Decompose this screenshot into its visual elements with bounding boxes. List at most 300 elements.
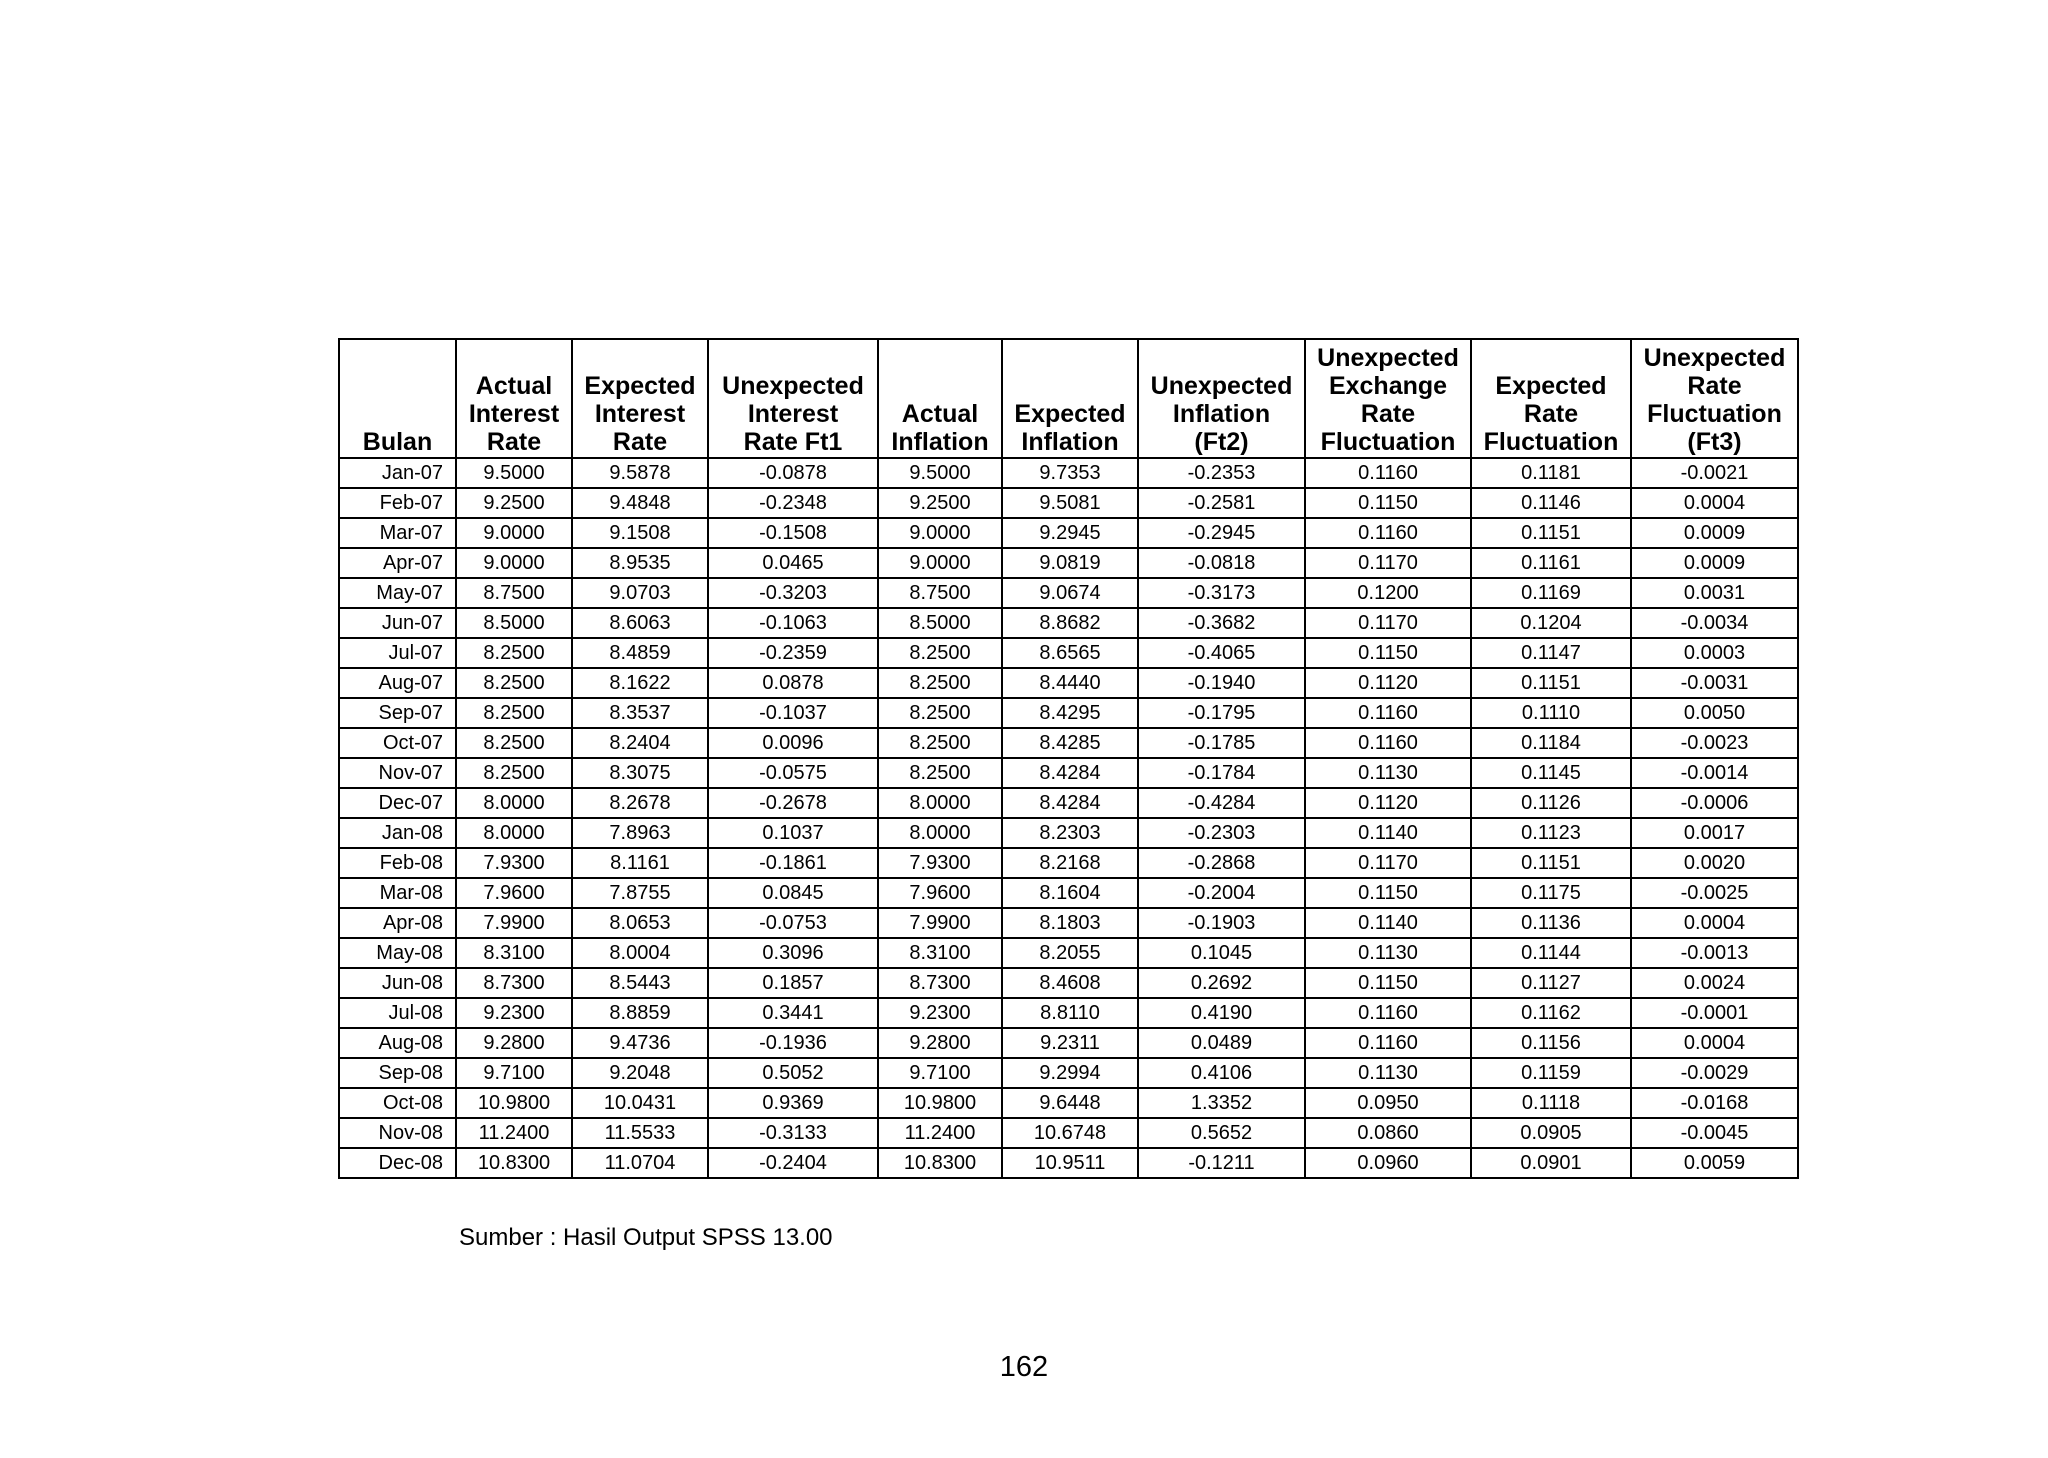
column-header (1631, 339, 1798, 458)
value-cell: 0.0905 (1471, 1118, 1631, 1148)
source-note: Sumber : Hasil Output SPSS 13.00 (459, 1224, 833, 1251)
value-cell: -0.2348 (708, 488, 878, 518)
value-cell: 0.0020 (1631, 848, 1798, 878)
value-cell: -0.1940 (1138, 668, 1305, 698)
value-cell: 0.1150 (1305, 488, 1471, 518)
table-row (339, 518, 1798, 548)
table-row (339, 1118, 1798, 1148)
value-cell: 0.1159 (1471, 1058, 1631, 1088)
table-row (339, 848, 1798, 878)
value-cell: 10.8300 (456, 1148, 572, 1178)
table-row (339, 638, 1798, 668)
value-cell: 0.1200 (1305, 578, 1471, 608)
value-cell: 8.4859 (572, 638, 708, 668)
value-cell: -0.4284 (1138, 788, 1305, 818)
value-cell: 8.2500 (878, 638, 1002, 668)
month-cell: Jun-07 (339, 608, 456, 638)
value-cell: -0.1063 (708, 608, 878, 638)
column-header-line: (Ft3) (1687, 428, 1742, 456)
value-cell: 8.2055 (1002, 938, 1138, 968)
value-cell: 10.9800 (878, 1088, 1002, 1118)
value-cell: 0.0024 (1631, 968, 1798, 998)
value-cell: -0.0045 (1631, 1118, 1798, 1148)
data-table (338, 338, 1799, 1179)
value-cell: 9.2300 (878, 998, 1002, 1028)
value-cell: 8.7500 (456, 578, 572, 608)
value-cell: -0.4065 (1138, 638, 1305, 668)
table-row (339, 698, 1798, 728)
value-cell: 9.7100 (456, 1058, 572, 1088)
value-cell: 8.0653 (572, 908, 708, 938)
value-cell: -0.2945 (1138, 518, 1305, 548)
value-cell: 0.1151 (1471, 518, 1631, 548)
value-cell: 0.1120 (1305, 788, 1471, 818)
month-cell: Apr-07 (339, 548, 456, 578)
column-header-line: Inflation (891, 428, 989, 456)
value-cell: 0.0031 (1631, 578, 1798, 608)
value-cell: 9.6448 (1002, 1088, 1138, 1118)
value-cell: 0.1204 (1471, 608, 1631, 638)
value-cell: 11.2400 (878, 1118, 1002, 1148)
value-cell: 7.9900 (456, 908, 572, 938)
value-cell: 8.6565 (1002, 638, 1138, 668)
value-cell: 0.1160 (1305, 728, 1471, 758)
column-header-line: Exchange (1328, 372, 1448, 400)
value-cell: -0.0029 (1631, 1058, 1798, 1088)
value-cell: 9.0674 (1002, 578, 1138, 608)
value-cell: 0.1161 (1471, 548, 1631, 578)
value-cell: -0.1903 (1138, 908, 1305, 938)
month-cell: Feb-08 (339, 848, 456, 878)
table-row (339, 728, 1798, 758)
value-cell: -0.1211 (1138, 1148, 1305, 1178)
value-cell: 0.1160 (1305, 458, 1471, 488)
month-cell: Oct-08 (339, 1088, 456, 1118)
value-cell: 0.0004 (1631, 488, 1798, 518)
value-cell: 7.9600 (878, 878, 1002, 908)
value-cell: 9.2300 (456, 998, 572, 1028)
column-header-line: Inflation (1172, 400, 1271, 428)
column-header (456, 339, 572, 458)
value-cell: -0.2868 (1138, 848, 1305, 878)
value-cell: 1.3352 (1138, 1088, 1305, 1118)
value-cell: 9.0819 (1002, 548, 1138, 578)
value-cell: 9.0000 (456, 548, 572, 578)
value-cell: 8.0000 (878, 818, 1002, 848)
value-cell: 8.3100 (878, 938, 1002, 968)
value-cell: 8.0000 (456, 788, 572, 818)
column-header-line: Rate Ft1 (743, 428, 843, 456)
value-cell: 9.0000 (456, 518, 572, 548)
value-cell: 10.9800 (456, 1088, 572, 1118)
column-header-line: Rate (1523, 400, 1579, 428)
value-cell: 9.2994 (1002, 1058, 1138, 1088)
value-cell: 0.1857 (708, 968, 878, 998)
value-cell: 8.1622 (572, 668, 708, 698)
value-cell: 8.4440 (1002, 668, 1138, 698)
month-cell: Apr-08 (339, 908, 456, 938)
column-header-line: Interest (747, 400, 839, 428)
column-header-line: Bulan (362, 428, 433, 456)
value-cell: 0.1130 (1305, 938, 1471, 968)
value-cell: 0.1151 (1471, 848, 1631, 878)
value-cell: -0.0575 (708, 758, 878, 788)
value-cell: 9.2311 (1002, 1028, 1138, 1058)
value-cell: 11.2400 (456, 1118, 572, 1148)
month-cell: Aug-08 (339, 1028, 456, 1058)
value-cell: 8.3075 (572, 758, 708, 788)
column-header-line: Actual (901, 400, 979, 428)
value-cell: 7.9300 (878, 848, 1002, 878)
table-header (339, 339, 1798, 458)
value-cell: -0.1785 (1138, 728, 1305, 758)
month-cell: Dec-08 (339, 1148, 456, 1178)
value-cell: 0.5652 (1138, 1118, 1305, 1148)
table-row (339, 548, 1798, 578)
value-cell: -0.0013 (1631, 938, 1798, 968)
value-cell: 0.3441 (708, 998, 878, 1028)
value-cell: 0.1156 (1471, 1028, 1631, 1058)
value-cell: 10.0431 (572, 1088, 708, 1118)
value-cell: 8.0004 (572, 938, 708, 968)
table-row (339, 1028, 1798, 1058)
value-cell: 9.2500 (456, 488, 572, 518)
column-header-line: Rate (612, 428, 668, 456)
month-cell: May-07 (339, 578, 456, 608)
value-cell: 8.4295 (1002, 698, 1138, 728)
value-cell: 0.0845 (708, 878, 878, 908)
value-cell: -0.2678 (708, 788, 878, 818)
column-header-line: Unexpected (1317, 344, 1459, 372)
value-cell: 8.2168 (1002, 848, 1138, 878)
value-cell: -0.3203 (708, 578, 878, 608)
value-cell: -0.1936 (708, 1028, 878, 1058)
value-cell: 0.1169 (1471, 578, 1631, 608)
value-cell: 8.4284 (1002, 788, 1138, 818)
value-cell: 9.0000 (878, 518, 1002, 548)
value-cell: -0.1508 (708, 518, 878, 548)
month-cell: Mar-08 (339, 878, 456, 908)
value-cell: 11.0704 (572, 1148, 708, 1178)
value-cell: 0.0004 (1631, 1028, 1798, 1058)
value-cell: 0.1170 (1305, 848, 1471, 878)
value-cell: 0.1127 (1471, 968, 1631, 998)
value-cell: 7.9600 (456, 878, 572, 908)
table-row (339, 458, 1798, 488)
value-cell: 9.4848 (572, 488, 708, 518)
value-cell: 8.2500 (456, 698, 572, 728)
month-cell: Jun-08 (339, 968, 456, 998)
value-cell: 0.1146 (1471, 488, 1631, 518)
column-header-line: Expected (1014, 400, 1126, 428)
table-row (339, 788, 1798, 818)
value-cell: 0.1037 (708, 818, 878, 848)
column-header-line: Fluctuation (1320, 428, 1456, 456)
value-cell: 0.0017 (1631, 818, 1798, 848)
value-cell: 0.0003 (1631, 638, 1798, 668)
month-cell: Jan-07 (339, 458, 456, 488)
value-cell: 9.5000 (456, 458, 572, 488)
value-cell: 0.1170 (1305, 608, 1471, 638)
value-cell: -0.0025 (1631, 878, 1798, 908)
value-cell: 0.1160 (1305, 518, 1471, 548)
value-cell: 8.2678 (572, 788, 708, 818)
month-cell: Sep-07 (339, 698, 456, 728)
value-cell: -0.2004 (1138, 878, 1305, 908)
value-cell: -0.0168 (1631, 1088, 1798, 1118)
value-cell: 0.1181 (1471, 458, 1631, 488)
value-cell: 0.1162 (1471, 998, 1631, 1028)
value-cell: 9.2800 (456, 1028, 572, 1058)
value-cell: 8.7300 (456, 968, 572, 998)
value-cell: 9.0000 (878, 548, 1002, 578)
value-cell: 8.2404 (572, 728, 708, 758)
value-cell: 0.0960 (1305, 1148, 1471, 1178)
value-cell: 8.5443 (572, 968, 708, 998)
value-cell: -0.2353 (1138, 458, 1305, 488)
value-cell: 8.5000 (878, 608, 1002, 638)
value-cell: 8.5000 (456, 608, 572, 638)
month-cell: Jul-07 (339, 638, 456, 668)
value-cell: -0.0753 (708, 908, 878, 938)
value-cell: 8.6063 (572, 608, 708, 638)
value-cell: 0.0465 (708, 548, 878, 578)
table-row (339, 818, 1798, 848)
value-cell: 8.8682 (1002, 608, 1138, 638)
value-cell: 0.1110 (1471, 698, 1631, 728)
month-cell: May-08 (339, 938, 456, 968)
value-cell: 10.8300 (878, 1148, 1002, 1178)
value-cell: 0.1145 (1471, 758, 1631, 788)
value-cell: -0.3173 (1138, 578, 1305, 608)
header-row (339, 339, 1798, 458)
value-cell: 8.2500 (878, 698, 1002, 728)
value-cell: 9.7100 (878, 1058, 1002, 1088)
column-header-line: (Ft2) (1194, 428, 1249, 456)
value-cell: 9.7353 (1002, 458, 1138, 488)
value-cell: 8.1161 (572, 848, 708, 878)
table-row (339, 758, 1798, 788)
column-header (1002, 339, 1138, 458)
column-header-line: Rate (486, 428, 542, 456)
value-cell: 0.1150 (1305, 878, 1471, 908)
value-cell: -0.0878 (708, 458, 878, 488)
value-cell: -0.0023 (1631, 728, 1798, 758)
value-cell: 11.5533 (572, 1118, 708, 1148)
page-number: 162 (999, 1351, 1049, 1383)
table-row (339, 1088, 1798, 1118)
value-cell: 8.2500 (878, 668, 1002, 698)
value-cell: 9.2500 (878, 488, 1002, 518)
month-cell: Sep-08 (339, 1058, 456, 1088)
column-header-line: Rate (1360, 400, 1416, 428)
value-cell: 10.6748 (1002, 1118, 1138, 1148)
value-cell: 8.8859 (572, 998, 708, 1028)
value-cell: 9.2800 (878, 1028, 1002, 1058)
value-cell: 0.1118 (1471, 1088, 1631, 1118)
value-cell: 0.2692 (1138, 968, 1305, 998)
value-cell: -0.2303 (1138, 818, 1305, 848)
month-cell: Nov-08 (339, 1118, 456, 1148)
value-cell: 8.4285 (1002, 728, 1138, 758)
value-cell: 0.1150 (1305, 968, 1471, 998)
value-cell: -0.1784 (1138, 758, 1305, 788)
value-cell: 8.3100 (456, 938, 572, 968)
column-header-line: Interest (594, 400, 686, 428)
table-row (339, 908, 1798, 938)
value-cell: 0.5052 (708, 1058, 878, 1088)
value-cell: 0.1123 (1471, 818, 1631, 848)
table-row (339, 968, 1798, 998)
value-cell: -0.3133 (708, 1118, 878, 1148)
column-header (1305, 339, 1471, 458)
value-cell: 0.1170 (1305, 548, 1471, 578)
column-header-line: Expected (1495, 372, 1607, 400)
month-cell: Mar-07 (339, 518, 456, 548)
value-cell: 8.0000 (878, 788, 1002, 818)
table-row (339, 608, 1798, 638)
value-cell: 7.8755 (572, 878, 708, 908)
month-cell: Dec-07 (339, 788, 456, 818)
value-cell: 8.2303 (1002, 818, 1138, 848)
month-cell: Jul-08 (339, 998, 456, 1028)
value-cell: 0.1144 (1471, 938, 1631, 968)
value-cell: 0.1150 (1305, 638, 1471, 668)
value-cell: 9.4736 (572, 1028, 708, 1058)
value-cell: 0.0009 (1631, 518, 1798, 548)
value-cell: 7.9300 (456, 848, 572, 878)
value-cell: 9.5081 (1002, 488, 1138, 518)
value-cell: 0.1136 (1471, 908, 1631, 938)
value-cell: 8.1803 (1002, 908, 1138, 938)
value-cell: -0.0001 (1631, 998, 1798, 1028)
value-cell: 0.0489 (1138, 1028, 1305, 1058)
value-cell: 9.2048 (572, 1058, 708, 1088)
column-header (339, 339, 456, 458)
column-header (878, 339, 1002, 458)
table-body (339, 458, 1798, 1178)
value-cell: -0.2404 (708, 1148, 878, 1178)
value-cell: 8.7300 (878, 968, 1002, 998)
value-cell: 0.1184 (1471, 728, 1631, 758)
value-cell: 0.1130 (1305, 1058, 1471, 1088)
value-cell: -0.1795 (1138, 698, 1305, 728)
column-header-line: Fluctuation (1483, 428, 1619, 456)
table-row (339, 1058, 1798, 1088)
column-header (572, 339, 708, 458)
value-cell: 9.2945 (1002, 518, 1138, 548)
value-cell: 0.0878 (708, 668, 878, 698)
column-header-line: Unexpected (722, 372, 864, 400)
value-cell: -0.0014 (1631, 758, 1798, 788)
value-cell: 0.1045 (1138, 938, 1305, 968)
column-header-line: Interest (468, 400, 560, 428)
value-cell: 9.5000 (878, 458, 1002, 488)
value-cell: 0.1160 (1305, 698, 1471, 728)
value-cell: 0.1140 (1305, 908, 1471, 938)
value-cell: 8.2500 (878, 758, 1002, 788)
column-header-line: Rate (1687, 372, 1742, 400)
value-cell: 9.1508 (572, 518, 708, 548)
value-cell: 0.1151 (1471, 668, 1631, 698)
value-cell: 7.8963 (572, 818, 708, 848)
month-cell: Aug-07 (339, 668, 456, 698)
value-cell: 7.9900 (878, 908, 1002, 938)
value-cell: 0.0950 (1305, 1088, 1471, 1118)
value-cell: 0.0050 (1631, 698, 1798, 728)
column-header-line: Fluctuation (1647, 400, 1782, 428)
column-header-line: Inflation (1021, 428, 1119, 456)
month-cell: Nov-07 (339, 758, 456, 788)
value-cell: 0.1140 (1305, 818, 1471, 848)
value-cell: 0.1120 (1305, 668, 1471, 698)
value-cell: -0.0034 (1631, 608, 1798, 638)
column-header (708, 339, 878, 458)
value-cell: 8.1604 (1002, 878, 1138, 908)
value-cell: 9.0703 (572, 578, 708, 608)
value-cell: 0.1160 (1305, 1028, 1471, 1058)
value-cell: 0.3096 (708, 938, 878, 968)
value-cell: -0.2359 (708, 638, 878, 668)
value-cell: 0.4190 (1138, 998, 1305, 1028)
column-header (1138, 339, 1305, 458)
value-cell: -0.2581 (1138, 488, 1305, 518)
month-cell: Oct-07 (339, 728, 456, 758)
value-cell: 8.2500 (456, 728, 572, 758)
month-cell: Feb-07 (339, 488, 456, 518)
value-cell: 8.2500 (456, 758, 572, 788)
value-cell: -0.0006 (1631, 788, 1798, 818)
value-cell: 0.0901 (1471, 1148, 1631, 1178)
value-cell: 0.0860 (1305, 1118, 1471, 1148)
value-cell: 8.8110 (1002, 998, 1138, 1028)
value-cell: 8.2500 (878, 728, 1002, 758)
value-cell: 10.9511 (1002, 1148, 1138, 1178)
value-cell: 0.1175 (1471, 878, 1631, 908)
table-row (339, 878, 1798, 908)
table-row (339, 998, 1798, 1028)
value-cell: 8.3537 (572, 698, 708, 728)
value-cell: 8.2500 (456, 638, 572, 668)
value-cell: 0.0004 (1631, 908, 1798, 938)
table-row (339, 1148, 1798, 1178)
value-cell: -0.0021 (1631, 458, 1798, 488)
month-cell: Jan-08 (339, 818, 456, 848)
value-cell: 0.4106 (1138, 1058, 1305, 1088)
value-cell: 0.1160 (1305, 998, 1471, 1028)
value-cell: -0.1861 (708, 848, 878, 878)
value-cell: -0.1037 (708, 698, 878, 728)
column-header-line: Unexpected (1150, 372, 1293, 400)
table-row (339, 938, 1798, 968)
column-header-line: Unexpected (1643, 344, 1786, 372)
value-cell: -0.0031 (1631, 668, 1798, 698)
column-header-line: Expected (584, 372, 696, 400)
value-cell: 8.0000 (456, 818, 572, 848)
value-cell: -0.3682 (1138, 608, 1305, 638)
value-cell: 0.1147 (1471, 638, 1631, 668)
value-cell: 0.0059 (1631, 1148, 1798, 1178)
value-cell: 8.4608 (1002, 968, 1138, 998)
table-row (339, 488, 1798, 518)
value-cell: 0.1130 (1305, 758, 1471, 788)
value-cell: 8.2500 (456, 668, 572, 698)
table-row (339, 578, 1798, 608)
column-header (1471, 339, 1631, 458)
value-cell: 9.5878 (572, 458, 708, 488)
value-cell: 0.9369 (708, 1088, 878, 1118)
column-header-line: Actual (475, 372, 553, 400)
